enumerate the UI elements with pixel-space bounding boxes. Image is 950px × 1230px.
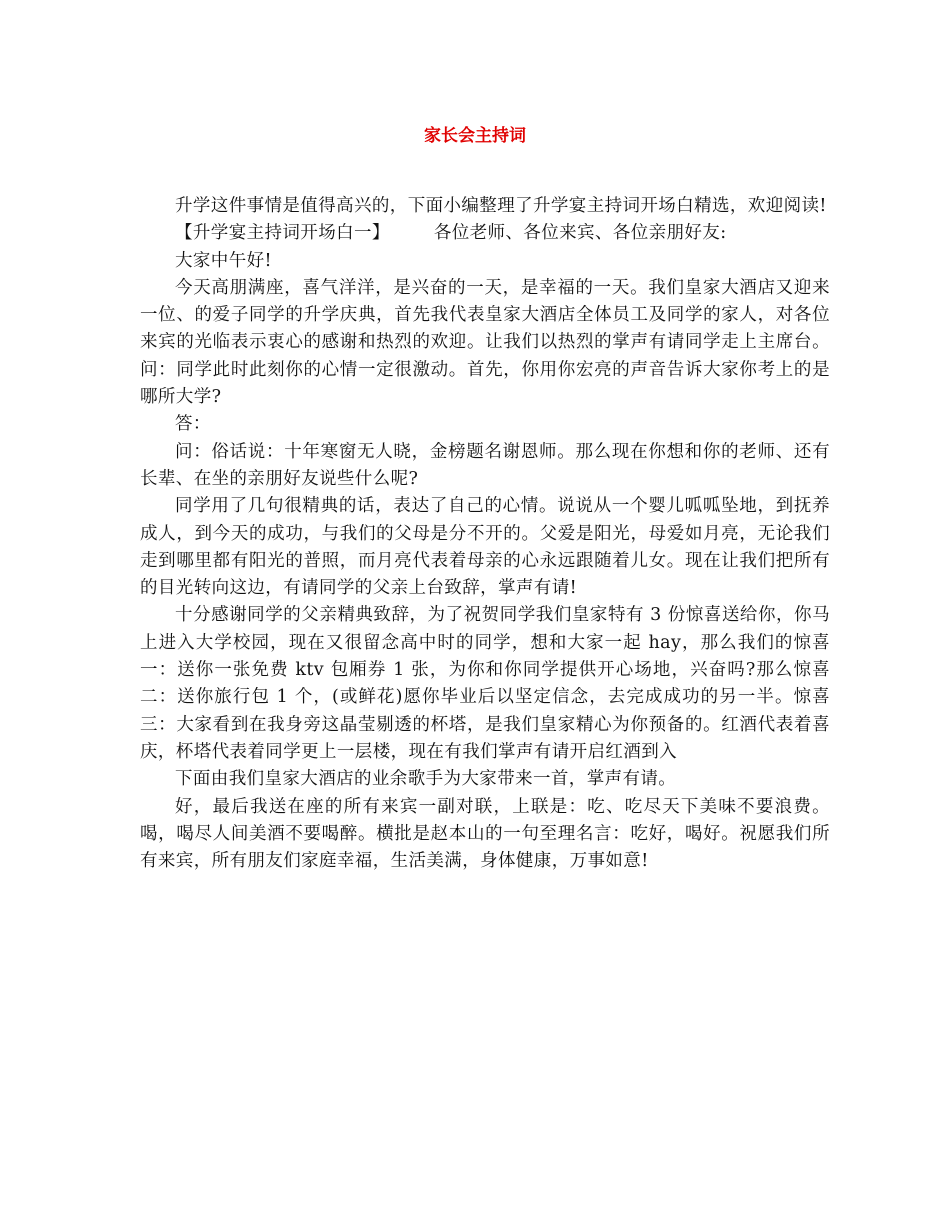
paragraph-singer: 下面由我们皇家大酒店的业余歌手为大家带来一首，掌声有请。 bbox=[175, 769, 677, 790]
paragraph-opening: 今天高朋满座，喜气洋洋，是兴奋的一天，是幸福的一天。我们皇家大酒店又迎来一位、的爱子同学的升学庆典，首先我代表皇家大酒店全体员工及同学的家人，对各位来宾的光临表示衷心的感谢和热烈的欢迎。让我们以热烈的掌声有请同学走上主席台。问：同学此时此刻你的心情一定很激动。首先，你用你宏亮的声音告诉大家你考上的是哪所大学? bbox=[140, 277, 830, 408]
paragraph-surprises: 十分感谢同学的父亲精典致辞，为了祝贺同学我们皇家特有 3 份惊喜送给你，你马上进入大学校园，现在又很留念高中时的同学，想和大家一起 hay，那么我们的惊喜一：送你一张免费 ktv 包厢券 1 张，为你和你同学提供开心场地，兴奋吗?那么惊喜二：送你旅行包 1 个，(或鲜花)愿你毕业后以坚定信念，去完成成功的另一半。惊喜三：大家看到在我身旁这晶莹剔透的杯塔，是我们皇家精心为你预备的。红酒代表着喜庆，杯塔代表着同学更上一层楼，现在有我们掌声有请开启红酒到入 bbox=[140, 605, 830, 762]
salutation: 各位老师、各位来宾、各位亲朋好友: bbox=[433, 223, 727, 244]
paragraph-closing: 好，最后我送在座的所有来宾一副对联，上联是：吃、吃尽天下美味不要浪费。喝，喝尽人间美酒不要喝醉。横批是赵本山的一句至理名言：吃好，喝好。祝愿我们所有来宾，所有朋友们家庭幸福，生活美满，身体健康，万事如意! bbox=[140, 796, 830, 872]
section-heading: 【升学宴主持词开场白一】 bbox=[175, 223, 390, 244]
document-body bbox=[140, 193, 830, 875]
paragraph-answer: 答： bbox=[175, 414, 211, 435]
section-header-line bbox=[140, 220, 830, 247]
paragraph-question: 问：俗话说：十年寒窗无人晓，金榜题名谢恩师。那么现在你想和你的老师、还有长辈、在坐的亲朋好友说些什么呢? bbox=[140, 441, 830, 489]
document-title: 家长会主持词 bbox=[424, 126, 526, 146]
greeting-paragraph: 大家中午好! bbox=[175, 250, 272, 271]
intro-paragraph: 升学这件事情是值得高兴的，下面小编整理了升学宴主持词开场白精选，欢迎阅读! bbox=[175, 196, 827, 216]
paragraph-parents: 同学用了几句很精典的话，表达了自己的心情。说说从一个婴儿呱呱坠地，到抚养成人，到今天的成功，与我们的父母是分不开的。父爱是阳光，母爱如月亮，无论我们走到哪里都有阳光的普照，而月亮代表着母亲的心永远跟随着儿女。现在让我们把所有的目光转向这边，有请同学的父亲上台致辞，掌声有请! bbox=[140, 496, 830, 599]
